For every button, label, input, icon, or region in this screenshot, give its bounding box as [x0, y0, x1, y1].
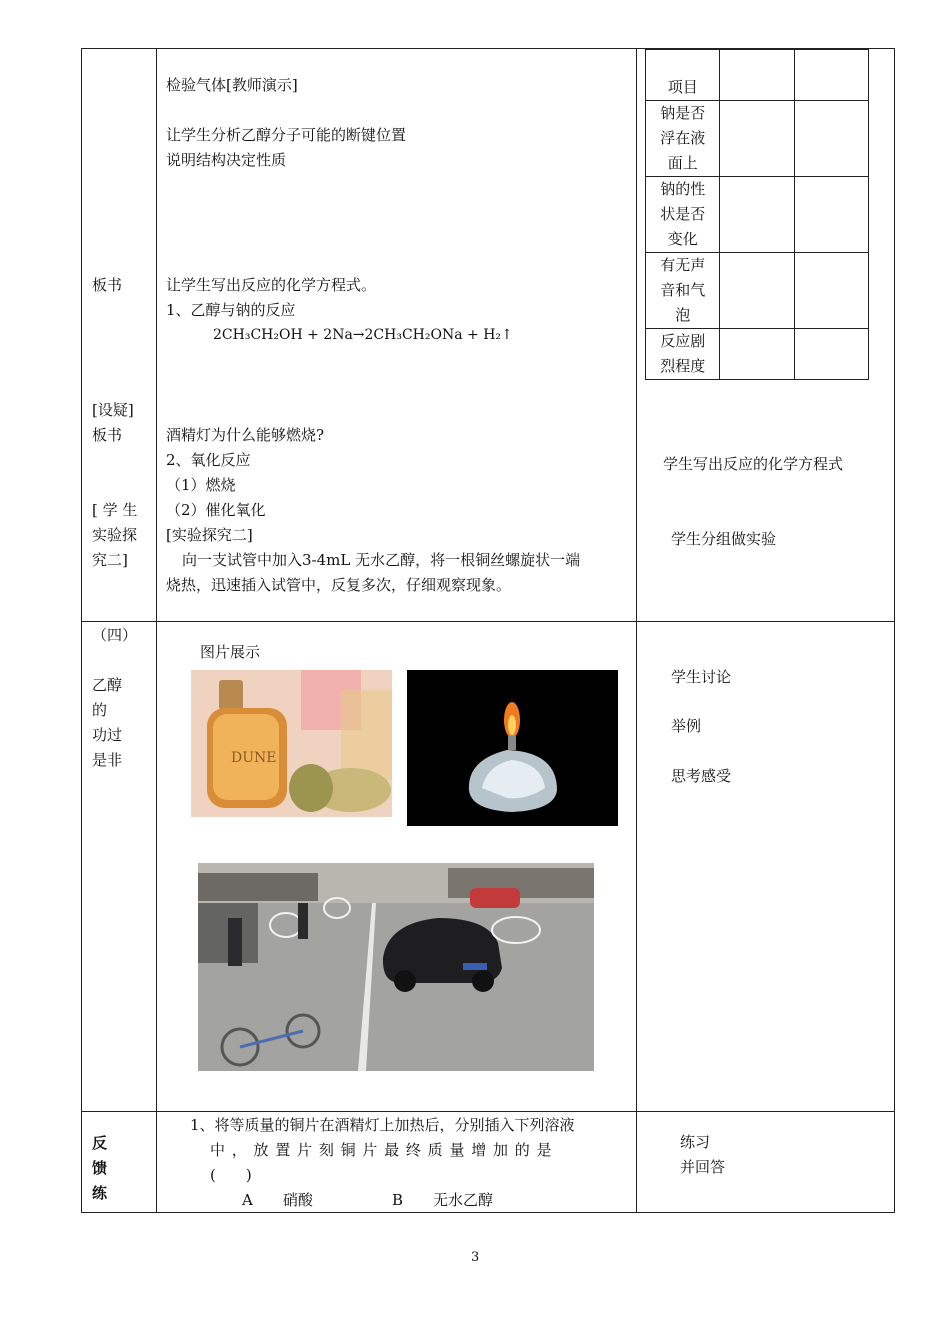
table-cell	[794, 101, 868, 177]
section-title-3: 功过	[92, 726, 123, 744]
page-number: 3	[471, 1250, 480, 1265]
student-discussion: 学生讨论	[671, 668, 732, 686]
board-label-2: 板书	[92, 426, 123, 444]
demo-line: 检验气体[教师演示]	[166, 76, 298, 94]
table-cell	[720, 50, 794, 101]
pictures-label: 图片展示	[200, 643, 261, 661]
table-header-item: 项目	[646, 50, 720, 101]
section-title-1: 乙醇	[92, 676, 123, 694]
feedback-label-1: 反	[92, 1134, 108, 1152]
table-row-label: 钠是否 浮在液 面上	[646, 101, 720, 177]
explore-label-2: 实验探	[92, 526, 138, 544]
sodium-reaction-line: 1、乙醇与钠的反应	[166, 301, 296, 319]
student-reflection: 思考感受	[671, 767, 732, 785]
table-right-border	[894, 48, 895, 1213]
option-a: A 硝酸	[242, 1191, 313, 1209]
table-cell	[720, 329, 794, 380]
question-1-line-c: ( )	[210, 1166, 252, 1184]
table-cell	[794, 177, 868, 253]
table-cell	[720, 253, 794, 329]
observation-table	[645, 49, 869, 380]
section-four-label: （四）	[92, 626, 138, 644]
perfume-photo	[191, 670, 392, 817]
table-left-border	[81, 48, 82, 1213]
experiment-two-label: [实验探究二]	[166, 526, 253, 544]
student-example: 举例	[671, 717, 702, 735]
feedback-label-3: 练	[92, 1184, 108, 1202]
table-cell	[794, 329, 868, 380]
table-row-label: 有无声 音和气 泡	[646, 253, 720, 329]
question-1-line-a: 1、将等质量的铜片在酒精灯上加热后，分别插入下列溶液	[190, 1116, 575, 1134]
catalytic-line: （2）催化氧化	[166, 501, 266, 519]
table-row-label: 反应剧 烈程度	[646, 329, 720, 380]
table-cell	[794, 253, 868, 329]
question-label: [设疑]	[92, 401, 134, 419]
svg-text:DUNE: DUNE	[231, 750, 277, 766]
row-divider-1	[81, 621, 895, 622]
procedure-line-2: 烧热，迅速插入试管中，反复多次，仔细观察现象。	[166, 576, 512, 594]
table-cell	[794, 50, 868, 101]
lamp-question: 酒精灯为什么能够燃烧?	[166, 426, 325, 444]
row-divider-2	[81, 1111, 895, 1112]
combustion-line: （1）燃烧	[166, 476, 236, 494]
procedure-line-1: 向一支试管中加入3-4mL 无水乙醇，将一根铜丝螺旋状一端	[182, 551, 581, 569]
table-cell	[720, 101, 794, 177]
student-group-experiment: 学生分组做实验	[671, 530, 777, 548]
write-equation-line: 让学生写出反应的化学方程式。	[166, 276, 377, 294]
col-divider-1	[156, 48, 157, 1213]
section-title-2: 的	[92, 701, 108, 719]
table-row-label: 钠的性 状是否 变化	[646, 177, 720, 253]
analysis-line: 让学生分析乙醇分子可能的断键位置	[166, 126, 407, 144]
traffic-accident-photo	[198, 863, 594, 1071]
structure-line: 说明结构决定性质	[166, 151, 287, 169]
option-b: B 无水乙醇	[392, 1191, 494, 1209]
explore-label-3: 究二]	[92, 551, 128, 569]
board-label-1: 板书	[92, 276, 123, 294]
feedback-label-2: 馈	[92, 1159, 108, 1177]
oxidation-line: 2、氧化反应	[166, 451, 251, 469]
student-practice: 练习	[680, 1133, 711, 1151]
alcohol-lamp-photo	[407, 670, 618, 826]
student-write-equation: 学生写出反应的化学方程式	[663, 455, 844, 473]
student-answer: 并回答	[680, 1158, 726, 1176]
explore-label-1: [ 学 生	[92, 501, 138, 519]
question-1-line-b: 中 ， 放 置 片 刻 铜 片 最 终 质 量 增 加 的 是	[210, 1141, 552, 1159]
section-title-4: 是非	[92, 751, 123, 769]
table-cell	[720, 177, 794, 253]
col-divider-2	[636, 48, 637, 1213]
chemical-equation: 2CH₃CH₂OH + 2Na→2CH₃CH₂ONa + H₂↑	[213, 327, 513, 343]
